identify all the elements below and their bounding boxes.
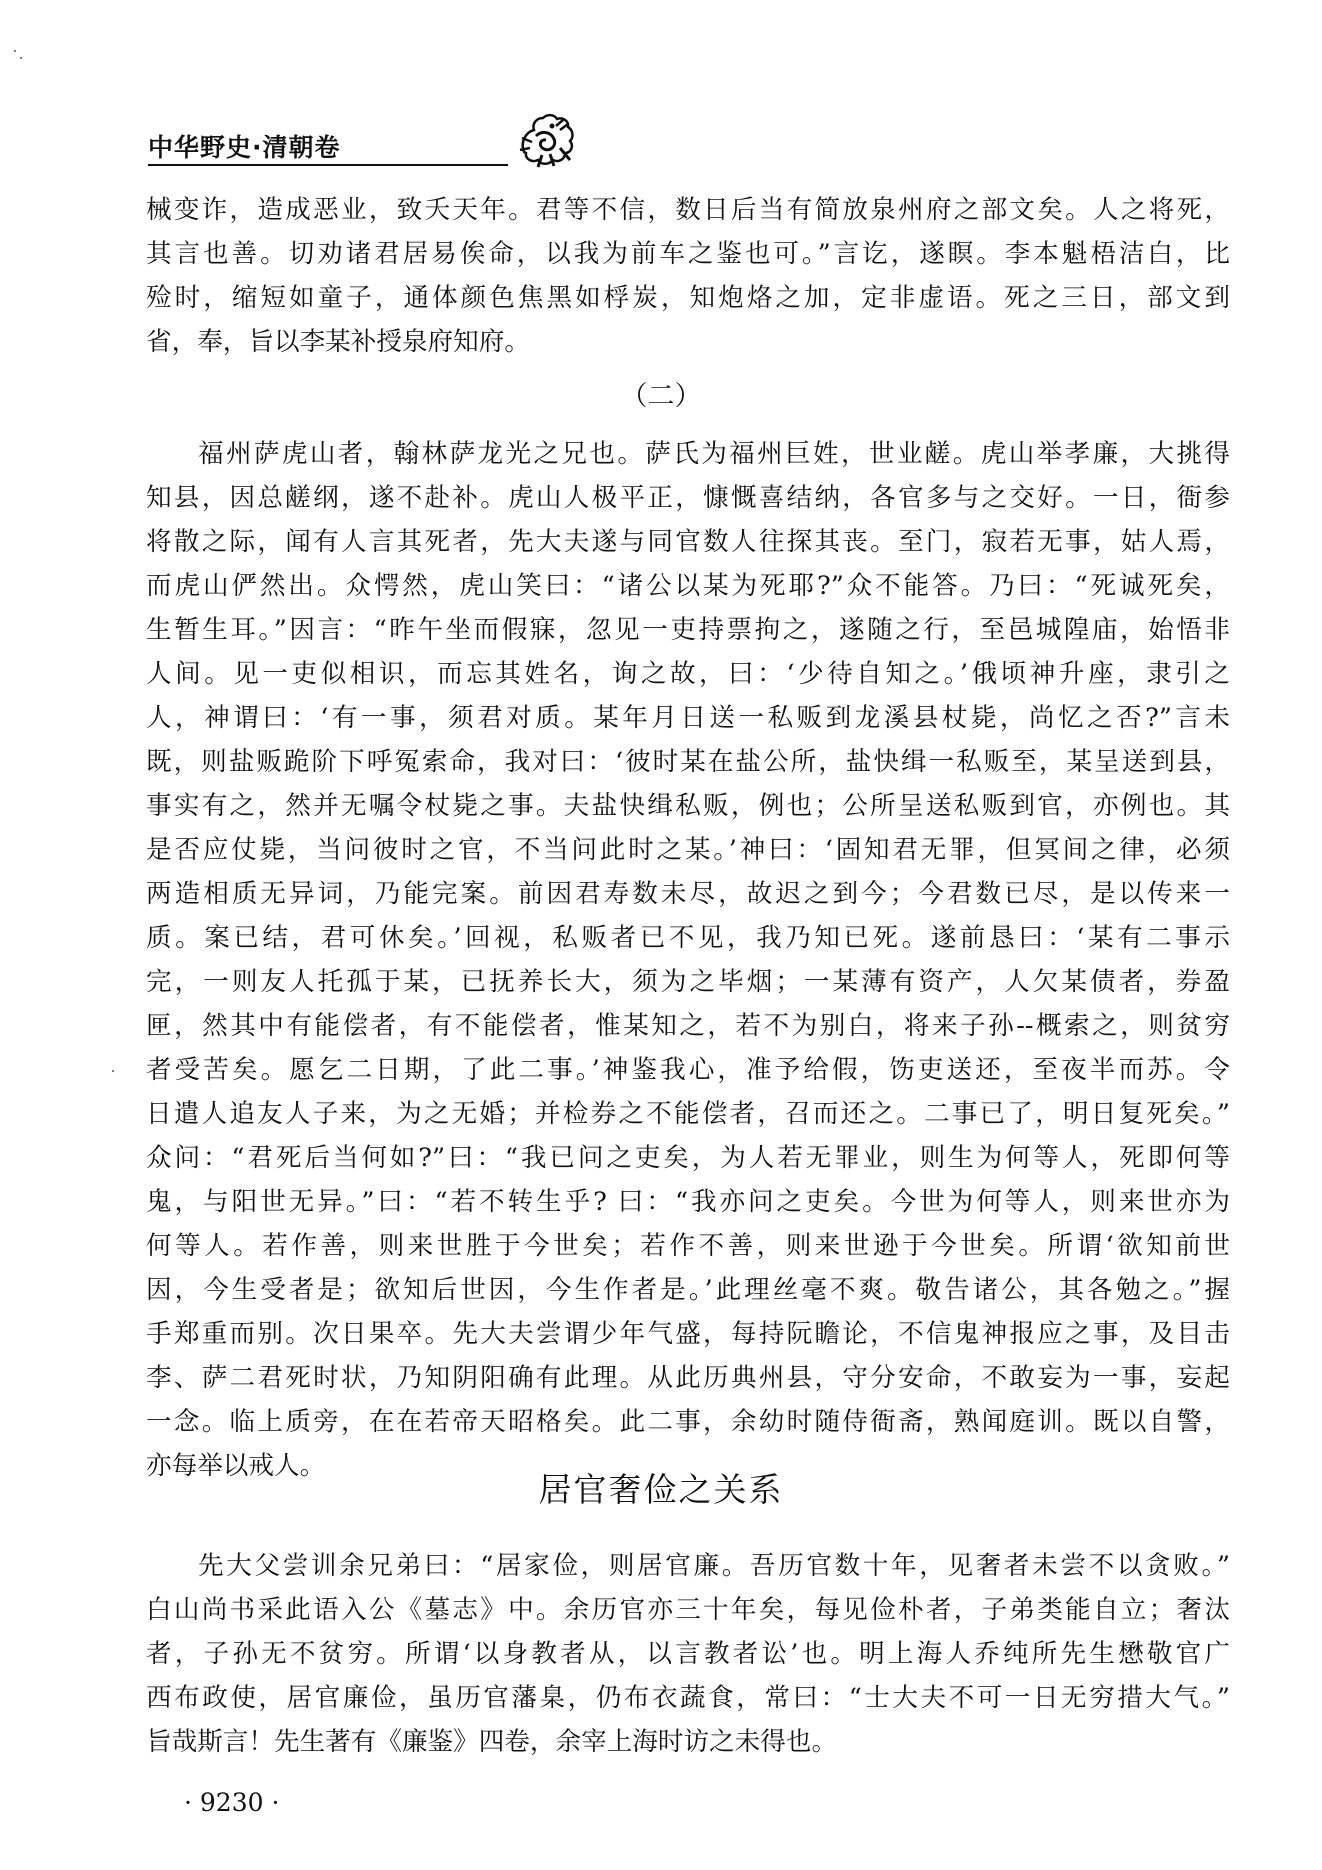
text-line: 亦每举以戒人。 [146, 1451, 326, 1481]
text-line: 李、萨二君死时状，乃知阴阳确有此理。从此历典州县，守分安命，不敢妄为一事，妄起 [146, 1363, 1230, 1393]
text-line: 白山尚书采此语入公《墓志》中。余历官亦三十年矣，每见俭朴者，子弟类能自立；奢汰 [146, 1595, 1230, 1625]
article-title: 居官奢俭之关系 [538, 1470, 784, 1509]
text-line: 鬼，与阳世无异。”曰：“若不转生乎? 曰：“我亦问之吏矣。今世为何等人，则来世亦为 [146, 1187, 1230, 1217]
text-line: 完，一则友人托孤于某，已抚养长大，须为之毕烟；一某薄有资产，人欠某债者，券盈 [146, 967, 1230, 997]
text-line: 其言也善。切劝诸君居易俟命，以我为前车之鉴也可。”言讫，遂瞑。李本魁梧洁白，比 [146, 239, 1230, 269]
dragon-emblem-icon [516, 112, 578, 170]
text-line: 事实有之，然并无嘱令杖毙之事。夫盐快缉私贩，例也；公所呈送私贩到官，亦例也。其 [146, 791, 1230, 821]
text-line: 人，神谓曰：‘有一事，须君对质。某年月日送一私贩到龙溪县杖毙，尚忆之否?”言未 [146, 703, 1230, 733]
text-line: 西布政使，居官廉俭，虽历官藩臬，仍布衣蔬食，常曰：“士大夫不可一日无穷措大气。” [146, 1683, 1230, 1713]
scan-speck [20, 57, 22, 59]
text-line: 匣，然其中有能偿者，有不能偿者，惟某知之，若不为别白，将来子孙--概索之，则贫穷 [146, 1011, 1230, 1041]
text-line: 将散之际，闻有人言其死者，先大夫遂与同官数人往探其丧。至门，寂若无事，姑人焉， [146, 527, 1230, 557]
text-line: 何等人。若作善，则来世胜于今世矣；若作不善，则来世逊于今世矣。所谓‘欲知前世 [146, 1231, 1230, 1261]
text-line: 日遣人追友人子来，为之无婚；并检券之不能偿者，召而还之。二事已了，明日复死矣。” [146, 1099, 1230, 1129]
text-line: 省，奉，旨以李某补授泉府知府。 [146, 327, 530, 357]
text-line: 两造相质无异词，乃能完案。前因君寿数未尽，故迟之到今；今君数已尽，是以传来一 [146, 879, 1230, 909]
text-line: 因，今生受者是；欲知后世因，今生作者是。’此理丝毫不爽。敬告诸公，其各勉之。”握 [146, 1275, 1230, 1305]
text-line: 质。案已结，君可休矣。’回视，私贩者已不见，我乃知已死。遂前恳曰：‘某有二事示 [146, 923, 1230, 953]
section-3-text [146, 1544, 1230, 1764]
text-line: 众问：“君死后当何如?”曰：“我已问之吏矣，为人若无罪业，则生为何等人，死即何等 [146, 1143, 1230, 1173]
text-line: 既，则盐贩跪阶下呼冤索命，我对曰：‘彼时某在盐公所，盐快缉一私贩至，某呈送到县， [146, 747, 1230, 777]
text-line: 旨哉斯言！先生著有《廉鉴》四卷，余宰上海时访之未得也。 [146, 1727, 838, 1757]
text-line: 械变诈，造成恶业，致夭天年。君等不信，数日后当有简放泉州府之部文矣。人之将死， [146, 195, 1230, 225]
text-line: 知县，因总鹾纲，遂不赴补。虎山人极平正，慷慨喜结纳，各官多与之交好。一日，衙参 [146, 483, 1230, 513]
text-line: 而虎山俨然出。众愕然，虎山笑曰：“诸公以某为死耶?”众不能答。乃曰：“死诚死矣， [146, 571, 1230, 601]
section-1-text [146, 188, 1230, 364]
header-rule [148, 164, 508, 166]
text-line: 者受苦矣。愿乞二日期，了此二事。’神鉴我心，准予给假，饬吏送还，至夜半而苏。令 [146, 1055, 1230, 1085]
book-title: 中华野史·清朝卷 [148, 133, 341, 162]
text-line: 殓时，缩短如童子，通体颜色焦黑如桴炭，知炮烙之加，定非虚语。死之三日，部文到 [146, 283, 1230, 313]
scan-speck [112, 1070, 114, 1072]
section-subheading: （二） [620, 381, 702, 412]
running-header [148, 120, 558, 170]
text-line: 手郑重而别。次日果卒。先大夫尝谓少年气盛，每持阮瞻论，不信鬼神报应之事，及目击 [146, 1319, 1230, 1349]
text-line: 是否应仗毙，当问彼时之官，不当问此时之某。’神曰：‘固知君无罪，但冥间之律，必须 [146, 835, 1230, 865]
section-2-text [146, 432, 1230, 1488]
scan-speck [14, 50, 16, 52]
text-line: 先大父尝训余兄弟曰：“居家俭，则居官廉。吾历官数十年，见奢者未尝不以贪败。” [198, 1551, 1230, 1581]
text-line: 生暂生耳。”因言：“昨午坐而假寐，忽见一吏持票拘之，遂随之行，至邑城隍庙，始悟非 [146, 615, 1230, 645]
text-line: 一念。临上质旁，在在若帝天昭格矣。此二事，余幼时随侍衙斋，熟闻庭训。既以自警， [146, 1407, 1230, 1437]
text-line: 者，子孙无不贫穷。所谓‘以身教者从，以言教者讼’也。明上海人乔纯所先生懋敬官广 [146, 1639, 1230, 1669]
text-line: 人间。见一吏似相识，而忘其姓名，询之故，曰：‘少待自知之。’俄顷神升座，隶引之 [146, 659, 1230, 689]
text-line: 福州萨虎山者，翰林萨龙光之兄也。萨氏为福州巨姓，世业鹾。虎山举孝廉，大挑得 [198, 439, 1230, 469]
page-number: · 9230 · [184, 1788, 280, 1817]
